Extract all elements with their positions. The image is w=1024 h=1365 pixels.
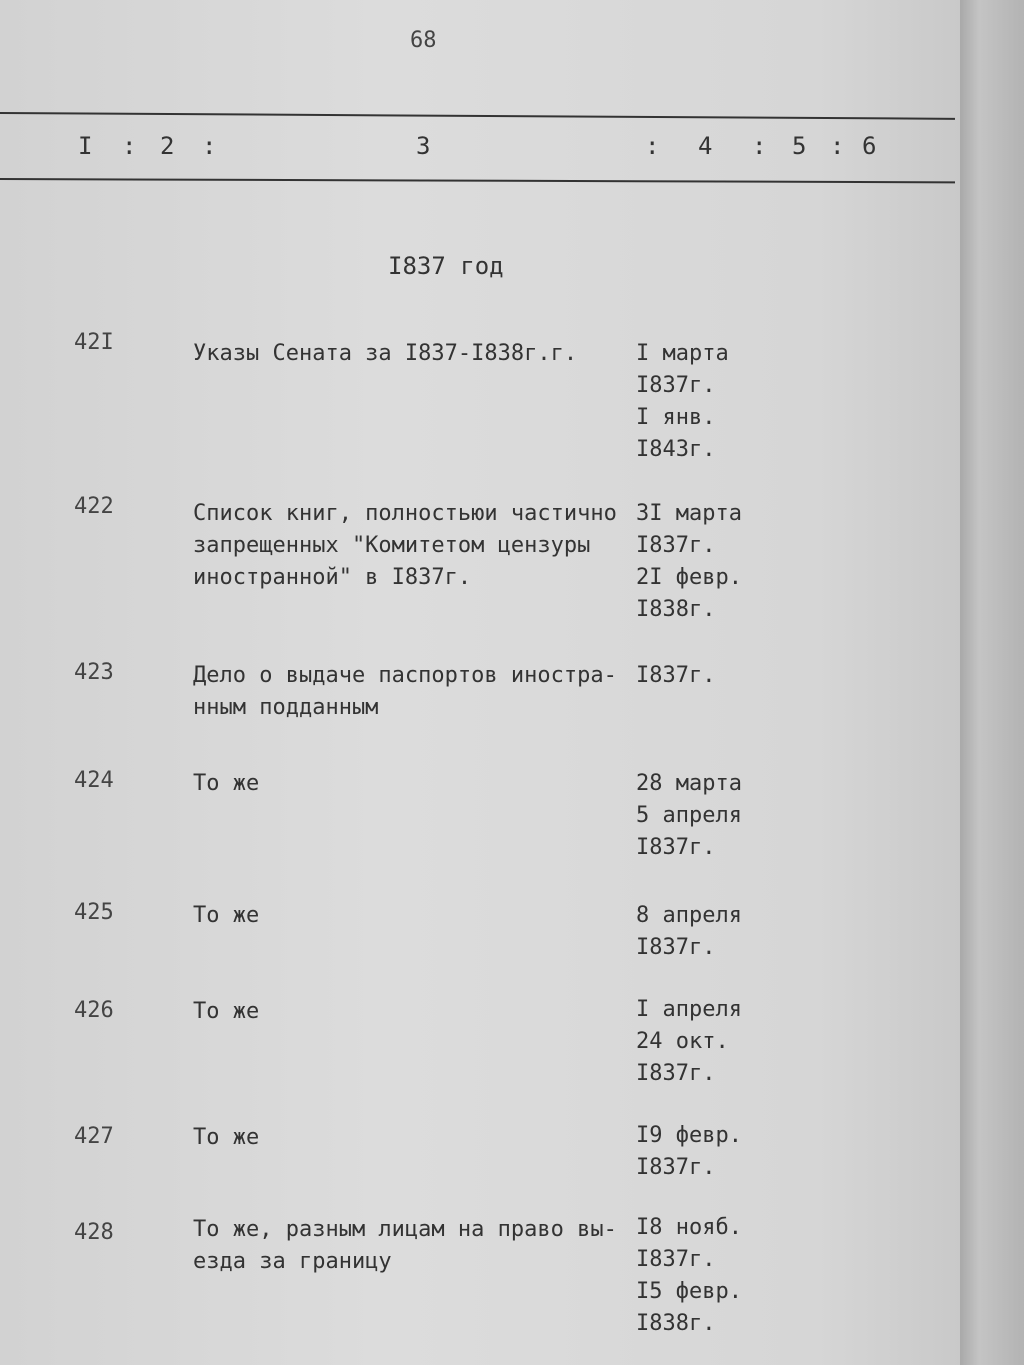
page-number: 68: [410, 28, 437, 53]
entry-title: [193, 996, 259, 1028]
entry-title-line: То же: [193, 771, 260, 796]
entry-number: 422: [74, 494, 114, 519]
entry-title-line: Список книг, полностьюи частично: [193, 501, 617, 526]
column-separator: :: [645, 132, 660, 160]
entry-title: [193, 1122, 259, 1154]
column-separator: :: [202, 132, 217, 160]
entry-title: [193, 900, 259, 932]
entry-date-line: 5 апреля: [636, 803, 742, 828]
entry-title-line: То же: [193, 999, 260, 1024]
entry-dates: [636, 994, 742, 1090]
entry-number: 426: [74, 998, 114, 1023]
entry-date-line: I837г.: [636, 935, 716, 960]
entry-title-line: Дело о выдаче паспортов иностра-: [193, 663, 617, 688]
entry-number: 428: [74, 1220, 114, 1245]
entry-title: [193, 660, 617, 724]
entry-dates: [636, 660, 715, 692]
column-header-3: 3: [416, 132, 431, 160]
entry-number: 423: [74, 660, 114, 685]
entry-date-line: I марта: [636, 341, 729, 366]
entry-dates: [636, 338, 729, 466]
entry-title-line: иностранной" в I837г.: [193, 565, 472, 590]
entry-date-line: I5 февр.: [636, 1279, 742, 1304]
entry-title-line: То же, разным лицам на право вы-: [193, 1217, 617, 1242]
entry-title-line: езда за границу: [193, 1249, 392, 1274]
entry-date-line: I837г.: [636, 373, 716, 398]
entry-title-line: нным подданным: [193, 695, 379, 720]
entry-date-line: I9 февр.: [636, 1123, 742, 1148]
entry-title: [193, 338, 577, 370]
entry-title-line: Указы Сената за I837-I838г.г.: [193, 341, 578, 366]
entry-number: 42I: [74, 330, 114, 355]
entry-dates: [636, 1212, 742, 1340]
column-header-5: 5: [792, 132, 807, 160]
entry-date-line: I янв.: [636, 405, 716, 430]
entry-date-line: I843г.: [636, 437, 716, 462]
entry-number: 424: [74, 768, 114, 793]
column-separator: :: [830, 132, 845, 160]
page-edge: [960, 0, 1024, 1365]
entry-title: [193, 1214, 617, 1278]
entry-date-line: I837г.: [636, 1247, 716, 1272]
entry-title-line: То же: [193, 903, 260, 928]
entry-date-line: 24 окт.: [636, 1029, 729, 1054]
entry-date-line: 28 марта: [636, 771, 742, 796]
entry-title: [193, 498, 617, 594]
header-rule-bottom: [0, 178, 955, 183]
column-header-1: I: [78, 132, 93, 160]
column-header-4: 4: [698, 132, 713, 160]
entry-date-line: I837г.: [636, 1061, 716, 1086]
entry-date-line: I837г.: [636, 835, 716, 860]
entry-date-line: 2I февр.: [636, 565, 742, 590]
column-separator: :: [122, 132, 137, 160]
entry-dates: [636, 498, 742, 626]
column-header-6: 6: [862, 132, 877, 160]
entry-date-line: I837г.: [636, 1155, 716, 1180]
entry-date-line: I8 нояб.: [636, 1215, 742, 1240]
entry-date-line: 3I марта: [636, 501, 742, 526]
entry-dates: [636, 768, 742, 864]
entry-number: 427: [74, 1124, 114, 1149]
header-rule-top: [0, 112, 955, 120]
year-heading: I837 год: [388, 252, 504, 280]
entry-title: [193, 768, 259, 800]
entry-title-line: запрещенных "Комитетом цензуры: [193, 533, 591, 558]
entry-date-line: I837г.: [636, 533, 716, 558]
entry-dates: [636, 900, 742, 964]
column-separator: :: [752, 132, 767, 160]
entry-dates: [636, 1120, 742, 1184]
entry-date-line: I838г.: [636, 597, 716, 622]
entry-date-line: I837г.: [636, 663, 716, 688]
entry-date-line: I апреля: [636, 997, 742, 1022]
entry-date-line: 8 апреля: [636, 903, 742, 928]
entry-title-line: То же: [193, 1125, 260, 1150]
entry-date-line: I838г.: [636, 1311, 716, 1336]
entry-number: 425: [74, 900, 114, 925]
column-header-2: 2: [160, 132, 175, 160]
